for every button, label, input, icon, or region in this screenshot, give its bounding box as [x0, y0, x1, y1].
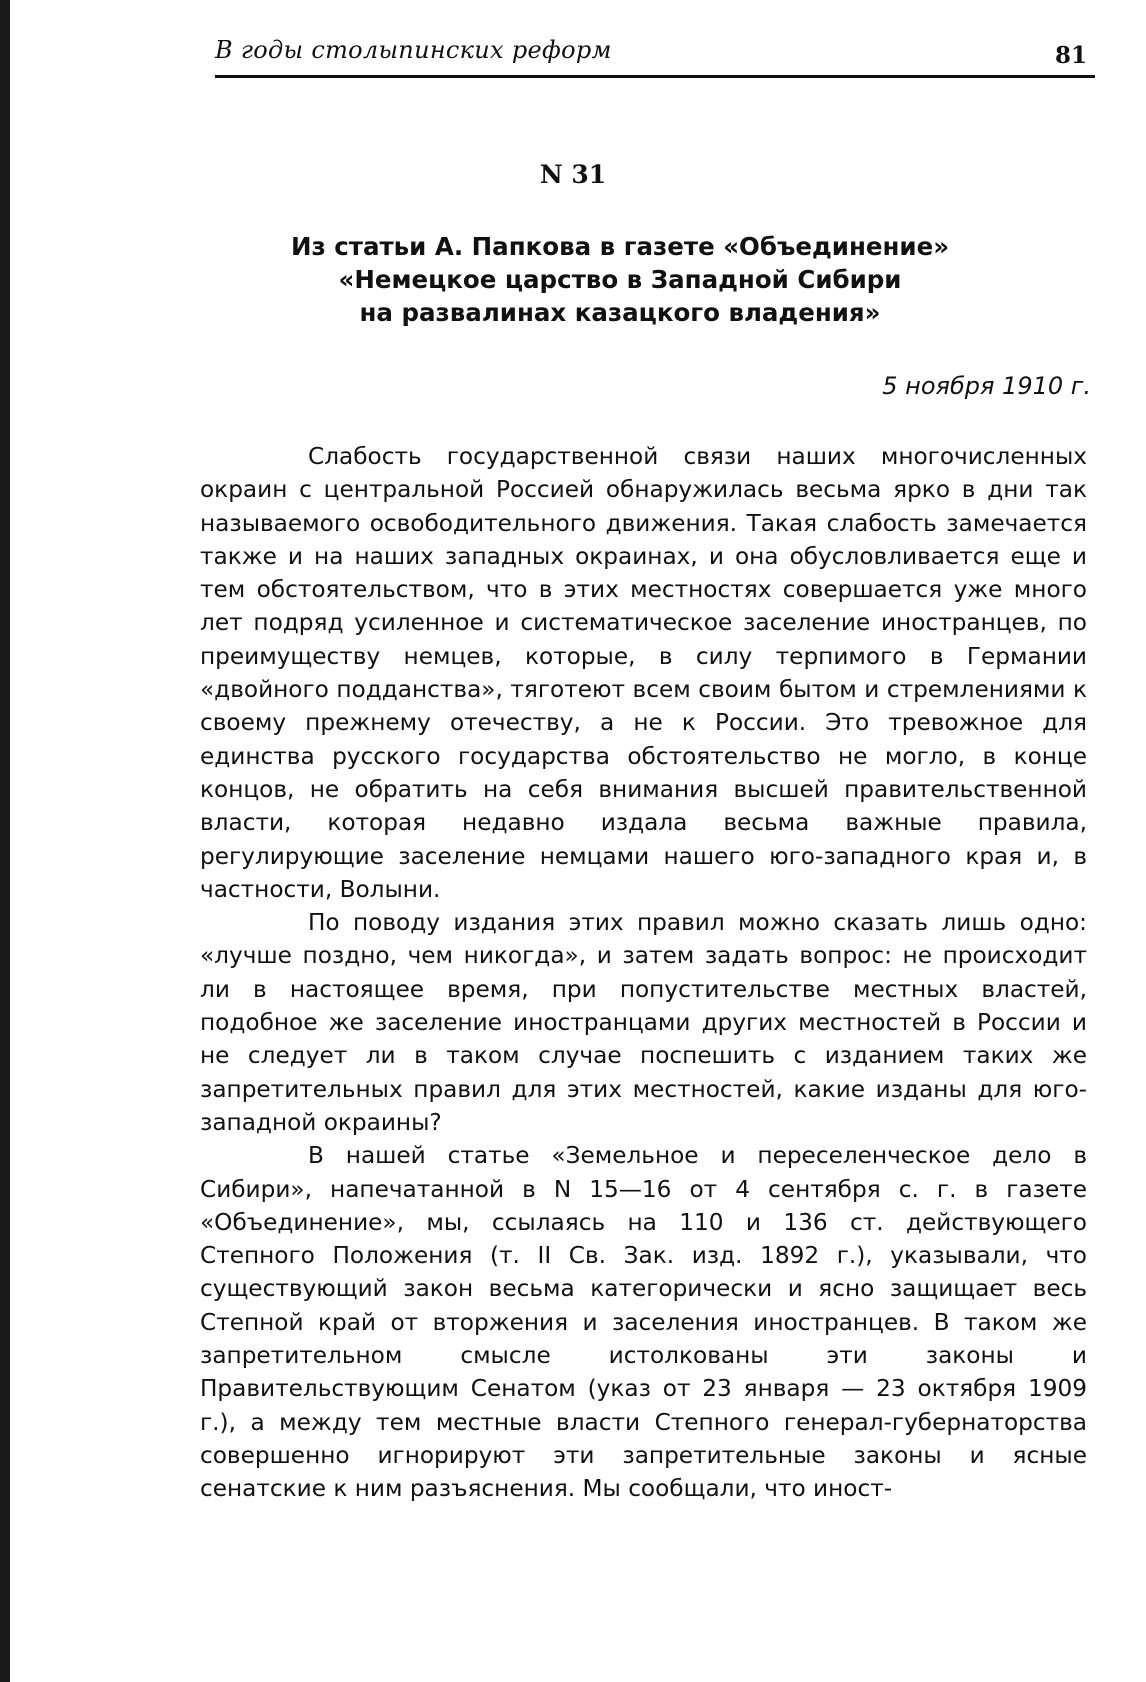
document-title-line: «Немецкое царство в Западной Сибири — [338, 265, 902, 294]
document-title — [200, 230, 1040, 329]
header-rule — [215, 75, 1095, 78]
running-title: В годы столыпинских реформ — [215, 36, 612, 64]
paragraph: В нашей статье «Земельное и переселенческое дело в Сибири», напечатанной в N 15—16 от 4 сентября с. г. в газете «Объединение», мы, ссылаясь на 110 и 136 ст. действующего Степного Положения (т. II Св. Зак. изд. 1892 г.), указывали, что существующий закон весьма категорически и ясно защищает весь Степной край от вторжения и заселения иностранцев. В таком же запретительном смысле истолкованы эти законы и Правительствующим Сенатом (указ от 23 января — 23 октября 1909 г.), а между тем местные власти Степного генерал-губернаторства совершенно игнорируют эти запретительные законы и ясные сенатские к ним разъяснения. Мы сообщали, что иност- — [200, 1142, 1087, 1503]
page-number: 81 — [1054, 42, 1087, 69]
paragraph: Слабость государственной связи наших многочисленных окраин с центральной Россией обнаружилась весьма ярко в дни так называемого освободительного движения. Такая слабость замечается также и на наших западных окраинах, и она обусловливается еще и тем обстоятельством, что в этих местностях совершается уже много лет подряд усиленное и систематическое заселение иностранцев, по преимуществу немцев, которые, в силу терпимого в Германии «двойного подданства», тяготеют всем своим бытом и стремлениями к своему прежнему отечеству, а не к России. Это тревожное для единства русского государства обстоятельство не могло, в конце концов, не обратить на себя внимания высшей правительственной власти, которая недавно издала весьма важные правила, регулирующие заселение немцами нашего юго-западного края и, в частности, Волыни. — [200, 443, 1087, 903]
document-date: 5 ноября 1910 г. — [882, 372, 1091, 400]
document-title-line: на развалинах казацкого владения» — [359, 298, 881, 327]
document-title-line: Из статьи А. Папкова в газете «Объединение» — [290, 232, 950, 261]
document-number: N 31 — [539, 160, 607, 189]
page-header — [205, 28, 1095, 78]
article-body — [200, 440, 1087, 1506]
paragraph: По поводу издания этих правил можно сказать лишь одно: «лучше поздно, чем никогда», и затем задать вопрос: не происходит ли в настоящее время, при попустительстве местных властей, подобное же заселение иностранцами других местностей в России и не следует ли в таком случае поспешить с изданием таких же запретительных правил для этих местностей, какие изданы для юго-западной окраины? — [200, 909, 1087, 1136]
scan-left-edge — [0, 0, 10, 1682]
